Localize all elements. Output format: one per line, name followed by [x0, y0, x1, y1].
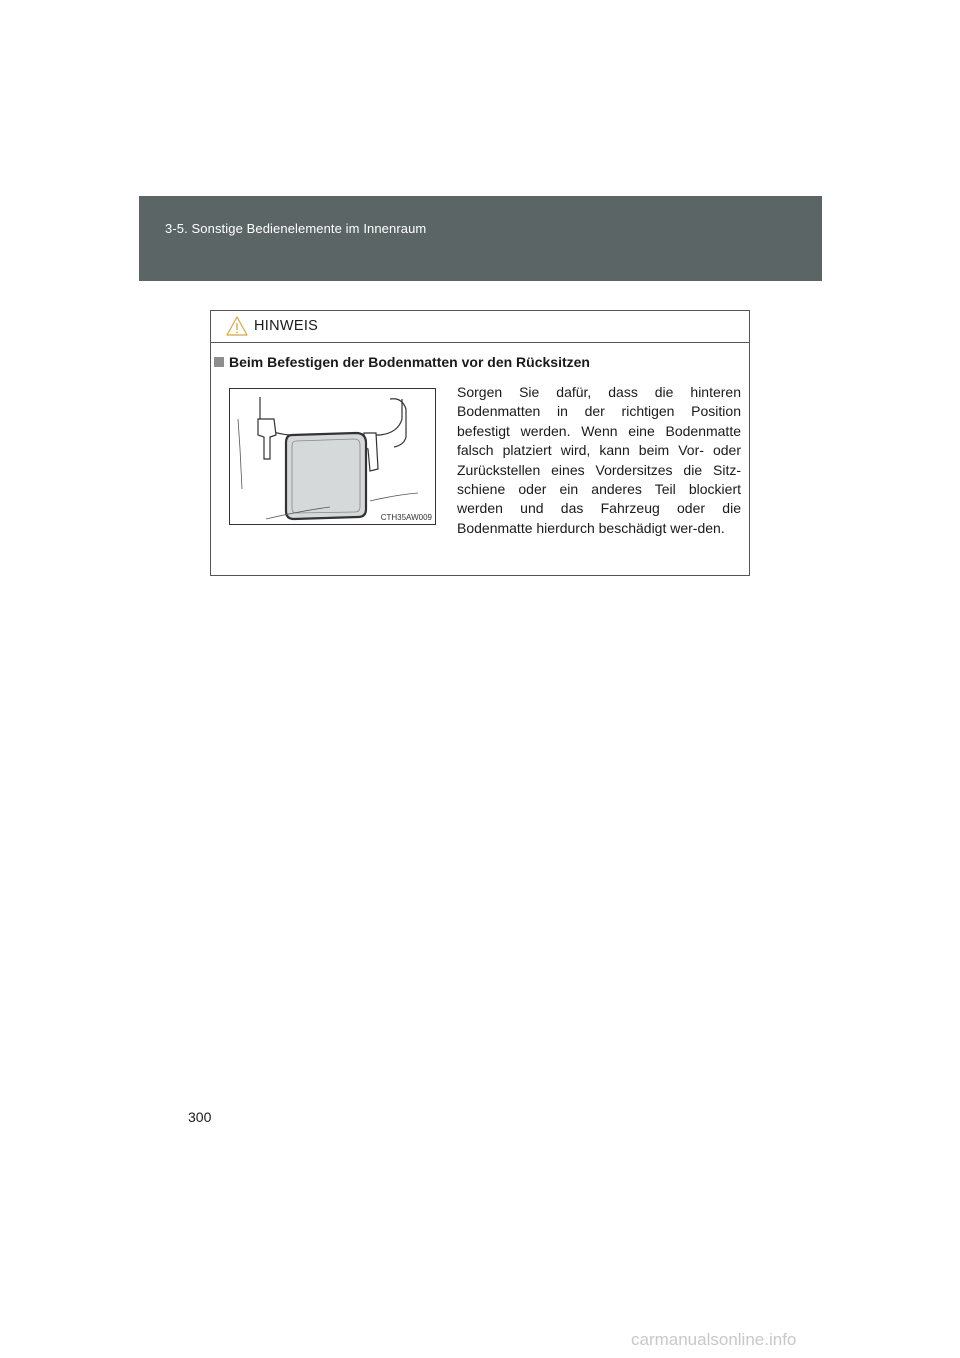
notice-box [210, 310, 750, 576]
notice-subheading-text: Beim Befestigen der Bodenmatten vor den Rücksitzen [229, 354, 590, 370]
page-number: 300 [188, 1109, 212, 1125]
notice-body-text: Sorgen Sie dafür, dass die hinteren Bodenmatten in der richtigen Position befestigt werden. Wenn eine Bodenmatte falsch platziert wird, kann beim Vor- oder Zurückstellen eines Vordersitzes die Sitz-schiene oder ein anderes Teil blockiert werden und das Fahrzeug oder die Bodenmatte hierdurch beschädigt wer-den. [457, 384, 741, 536]
square-bullet-icon [214, 357, 224, 367]
floor-mat-illustration [229, 388, 436, 525]
illustration-code: CTH35AW009 [380, 513, 432, 522]
section-header-band [139, 196, 822, 281]
warning-triangle-icon [226, 316, 248, 336]
section-title: 3-5. Sonstige Bedienelemente im Innenraum [165, 221, 427, 236]
notice-title: HINWEIS [254, 318, 319, 334]
watermark: carmanualsonline.info [631, 1330, 797, 1349]
notice-header [211, 311, 749, 343]
notice-subheading [214, 354, 590, 370]
floor-mat-drawing [230, 389, 435, 524]
